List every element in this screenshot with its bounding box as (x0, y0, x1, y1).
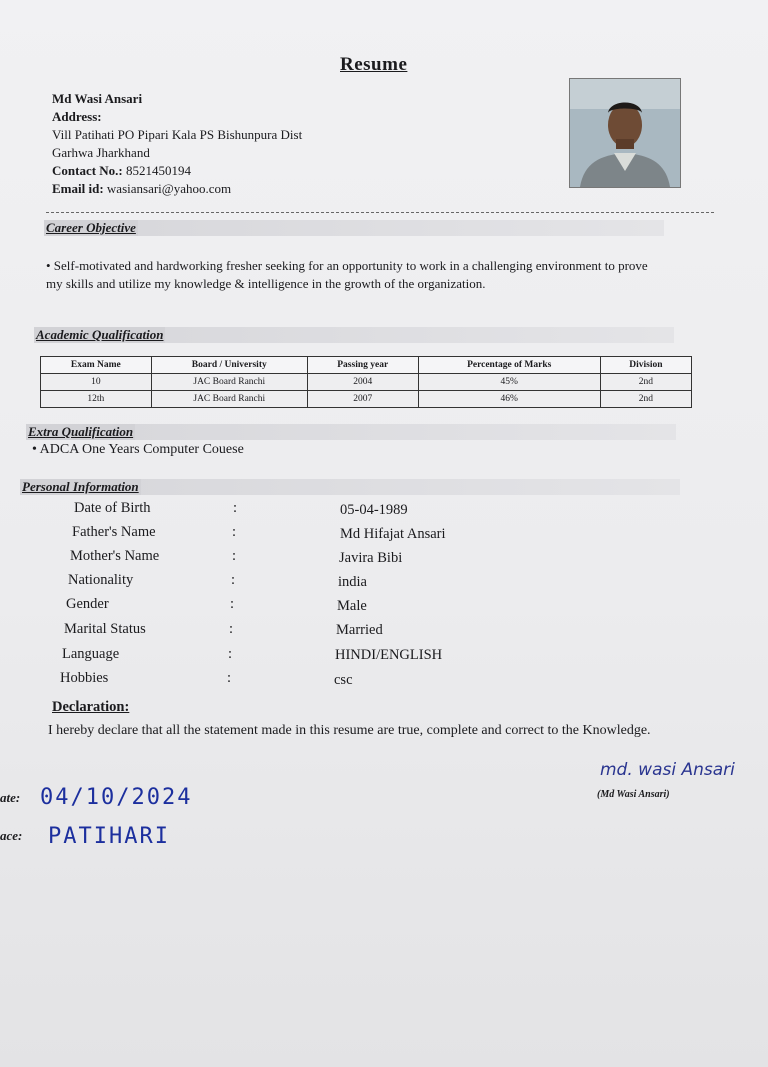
extra-heading: Extra Qualification (28, 424, 134, 439)
academic-heading: Academic Qualification (36, 327, 164, 342)
separator: : (227, 670, 232, 686)
separator: : (232, 548, 237, 564)
email-row (52, 180, 302, 198)
separator: : (230, 596, 235, 612)
hobbies-value: csc (334, 672, 353, 688)
father-name-label: Father's Name (72, 524, 156, 540)
signature-scribble: md. wasi Ansari (600, 760, 735, 780)
career-objective-text: • Self-motivated and hardworking fresher seeking for an opportunity to work in a challenging environment to prove my skills and utilize my knowledge & intelligence in the growth of the organization. (46, 258, 648, 291)
column-header: Percentage of Marks (418, 357, 600, 374)
table-cell: JAC Board Ranchi (151, 374, 307, 391)
column-header: Board / University (151, 357, 307, 374)
table-row (41, 374, 692, 391)
email-value: wasiansari@yahoo.com (106, 181, 232, 196)
marital-status-value: Married (336, 622, 383, 638)
hobbies-label: Hobbies (60, 670, 109, 686)
address-line-2: Garhwa Jharkhand (52, 145, 150, 160)
declaration-text: I hereby declare that all the statement made in this resume are true, complete and correct to the Knowledge. (48, 723, 651, 738)
dob-value: 05-04-1989 (340, 502, 408, 518)
father-name-value: Md Hifajat Ansari (340, 526, 446, 542)
resume-title: Resume (340, 54, 408, 75)
career-heading: Career Objective (46, 220, 136, 235)
profile-photo (569, 78, 681, 188)
separator: : (232, 524, 237, 540)
person-photo-icon (570, 79, 680, 187)
contact-header (52, 90, 302, 198)
signature-name: (Md Wasi Ansari) (597, 789, 670, 800)
date-value: 04/10/2024 (40, 785, 193, 810)
declaration-heading: Declaration: (52, 699, 130, 715)
personal-heading: Personal Information (22, 479, 139, 494)
separator: : (229, 621, 234, 637)
candidate-name: Md Wasi Ansari (52, 91, 143, 106)
column-header: Passing year (307, 357, 418, 374)
address-label: Address: (52, 109, 102, 124)
separator: : (233, 500, 238, 516)
table-cell: 2nd (600, 391, 691, 408)
address-line-1: Vill Patihati PO Pipari Kala PS Bishunpura Dist (52, 127, 303, 142)
table-cell: 2007 (307, 391, 418, 408)
language-value: HINDI/ENGLISH (335, 647, 443, 663)
date-label: ate: (0, 790, 21, 805)
nationality-value: india (338, 574, 367, 590)
place-value: PATIHARI (48, 824, 170, 849)
table-cell: 2004 (307, 374, 418, 391)
nationality-label: Nationality (68, 572, 134, 588)
table-row (41, 391, 692, 408)
email-label: Email id: (52, 181, 104, 196)
table-cell: 10 (41, 374, 152, 391)
table-cell: 12th (41, 391, 152, 408)
academic-table (40, 356, 692, 408)
separator: : (228, 646, 233, 662)
table-cell: 2nd (600, 374, 691, 391)
table-cell: 45% (418, 374, 600, 391)
contact-row (52, 162, 302, 180)
marital-status-label: Marital Status (64, 621, 146, 637)
place-label: ace: (0, 828, 23, 843)
contact-value: 8521450194 (126, 163, 192, 178)
gender-label: Gender (66, 596, 109, 612)
table-header-row (41, 357, 692, 374)
mother-name-value: Javira Bibi (339, 550, 403, 566)
mother-name-label: Mother's Name (70, 548, 160, 564)
table-cell: JAC Board Ranchi (151, 391, 307, 408)
header-divider (46, 212, 714, 213)
table-cell: 46% (418, 391, 600, 408)
dob-label: Date of Birth (74, 500, 151, 516)
column-header: Exam Name (41, 357, 152, 374)
extra-item: • ADCA One Years Computer Couese (32, 442, 244, 457)
language-label: Language (62, 646, 120, 662)
column-header: Division (600, 357, 691, 374)
gender-value: Male (337, 598, 367, 614)
contact-label: Contact No.: (52, 163, 123, 178)
separator: : (231, 572, 236, 588)
